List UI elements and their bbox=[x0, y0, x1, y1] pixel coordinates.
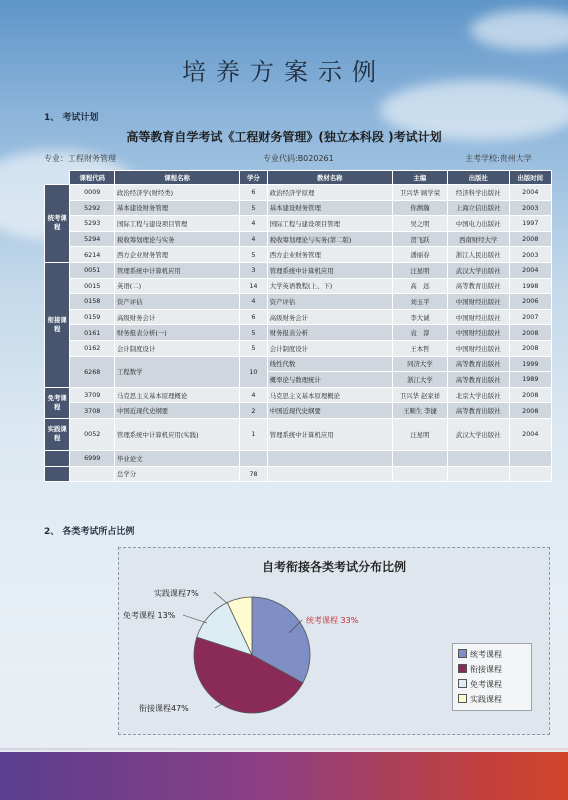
chart-title: 自考衔接各类考试分布比例 bbox=[261, 560, 406, 574]
cell-year: 2004 bbox=[509, 418, 551, 450]
cell-year: 2003 bbox=[509, 247, 551, 263]
plan-title: 高等教育自学考试《工程财务管理》(独立本科段 )考试计划 bbox=[126, 130, 442, 144]
cell-publisher: 中国财经出版社 bbox=[448, 340, 510, 356]
cell-code: 5293 bbox=[70, 216, 115, 232]
cell-code: 5294 bbox=[70, 231, 115, 247]
cell-editor: 贺飞跃 bbox=[392, 231, 447, 247]
cell-textbook: 高级财务会计 bbox=[267, 309, 392, 325]
cell-publisher: 北京大学出版社 bbox=[448, 387, 510, 403]
cell-editor: 王本哲 bbox=[392, 340, 447, 356]
cell-course: 英语(二) bbox=[115, 278, 240, 294]
cell-publisher: 经济科学出版社 bbox=[448, 185, 510, 201]
cell-code: 0051 bbox=[70, 262, 115, 278]
cell-textbook: 基本建设财务管理 bbox=[267, 200, 392, 216]
cell-credit: 5 bbox=[240, 340, 268, 356]
cell-editor: 刘玉平 bbox=[392, 294, 447, 310]
header-publisher: 出版社 bbox=[448, 171, 510, 185]
cell-textbook: 大学英语教程(上、下) bbox=[267, 278, 392, 294]
header-editor: 主编 bbox=[392, 171, 447, 185]
cell-editor: 汪星明 bbox=[392, 418, 447, 450]
cell-course: 税收筹划理论与实务 bbox=[115, 231, 240, 247]
cell-course: 中国近现代史纲要 bbox=[115, 403, 240, 419]
cell-editor: 同济大学 bbox=[392, 356, 447, 372]
cell-code: 0009 bbox=[70, 185, 115, 201]
group-label-tongkao: 统考课程 bbox=[45, 185, 70, 263]
cell-credit: 1 bbox=[240, 418, 268, 450]
table-row bbox=[45, 418, 552, 450]
cell-credit: 3 bbox=[240, 262, 268, 278]
cell-course: 毕业论文 bbox=[115, 450, 240, 466]
cell-editor: 汪星明 bbox=[392, 262, 447, 278]
section-heading-plan: 1、 考试计划 bbox=[44, 113, 99, 123]
table-row bbox=[45, 356, 552, 372]
cell-textbook: 马克思主义基本原理概论 bbox=[267, 387, 392, 403]
cell-editor: 王顺生 李捷 bbox=[392, 403, 447, 419]
cell-year: 2007 bbox=[509, 309, 551, 325]
cell-editor: 卫兴华 顾学荣 bbox=[392, 185, 447, 201]
leader-line bbox=[183, 615, 207, 623]
bottom-decor-band bbox=[0, 748, 568, 800]
cell-year: 1998 bbox=[509, 278, 551, 294]
header-credit: 学分 bbox=[240, 171, 268, 185]
table-row bbox=[45, 403, 552, 419]
cell-editor: 李大诚 bbox=[392, 309, 447, 325]
cell-publisher: 中国财经出版社 bbox=[448, 309, 510, 325]
page-title: 培养方案示例 bbox=[182, 58, 386, 86]
cell-course: 基本建设财务管理 bbox=[115, 200, 240, 216]
cell-credit bbox=[240, 450, 268, 466]
leader-line bbox=[214, 592, 227, 603]
legend-item: 衔接课程 bbox=[458, 664, 502, 675]
cell-code: 0158 bbox=[70, 294, 115, 310]
slice-label-xianjie: 衔接课程47% bbox=[139, 704, 189, 713]
cell-course: 资产评估 bbox=[115, 294, 240, 310]
cell-year: 2008 bbox=[509, 340, 551, 356]
pie-chart-panel bbox=[118, 547, 550, 735]
table-row bbox=[45, 231, 552, 247]
cell-textbook: 会计制度设计 bbox=[267, 340, 392, 356]
cell-year: 1997 bbox=[509, 216, 551, 232]
table-row bbox=[45, 200, 552, 216]
cell-code: 0161 bbox=[70, 325, 115, 341]
cell-textbook: 税收筹划理论与实务(第二版) bbox=[267, 231, 392, 247]
cell-course: 财务报表分析(一) bbox=[115, 325, 240, 341]
table-row bbox=[45, 466, 552, 482]
cell-course: 高级财务会计 bbox=[115, 309, 240, 325]
cell-year: 2008 bbox=[509, 387, 551, 403]
cell-textbook: 西方企业财务管理 bbox=[267, 247, 392, 263]
group-label-xianjie: 衔接课程 bbox=[45, 262, 70, 387]
cell-year: 2008 bbox=[509, 231, 551, 247]
cell-year: 2008 bbox=[509, 403, 551, 419]
exam-plan-table bbox=[44, 170, 552, 482]
slice-label-miankao: 免考课程 13% bbox=[123, 611, 176, 620]
major-code: 专业代码:B020261 bbox=[263, 154, 334, 163]
cell-publisher: 浙江人民出版社 bbox=[448, 247, 510, 263]
cell-publisher: 高等教育出版社 bbox=[448, 278, 510, 294]
cell-year: 2004 bbox=[509, 262, 551, 278]
cell-code: 6214 bbox=[70, 247, 115, 263]
cell-publisher: 西南财经大学 bbox=[448, 231, 510, 247]
cell-course: 工程数学 bbox=[115, 356, 240, 387]
cell-credit: 6 bbox=[240, 309, 268, 325]
cell-publisher: 武汉大学出版社 bbox=[448, 418, 510, 450]
cell-publisher: 中国财经出版社 bbox=[448, 325, 510, 341]
cell-course: 政治经济学(财经类) bbox=[115, 185, 240, 201]
cell-editor: 高 远 bbox=[392, 278, 447, 294]
cell-credit: 4 bbox=[240, 216, 268, 232]
header-year: 出版时间 bbox=[509, 171, 551, 185]
cell-publisher: 高等教育出版社 bbox=[448, 356, 510, 372]
cell-credit: 5 bbox=[240, 200, 268, 216]
legend-item: 实践课程 bbox=[458, 694, 502, 705]
cell-credit: 78 bbox=[240, 466, 268, 482]
cell-code: 3708 bbox=[70, 403, 115, 419]
cell-code: 6268 bbox=[70, 356, 115, 387]
cell-textbook: 国际工程与建设项目管理 bbox=[267, 216, 392, 232]
host-school: 主考学校:贵州大学 bbox=[465, 154, 532, 163]
table-row bbox=[45, 309, 552, 325]
cell-code: 6999 bbox=[70, 450, 115, 466]
cell-credit: 5 bbox=[240, 325, 268, 341]
legend-item: 统考课程 bbox=[458, 649, 502, 660]
slice-label-tongkao: 统考课程 33% bbox=[306, 616, 359, 625]
table-row bbox=[45, 278, 552, 294]
cell-code: 3709 bbox=[70, 387, 115, 403]
table-row bbox=[45, 247, 552, 263]
cell-year: 1999 bbox=[509, 356, 551, 372]
cell-credit: 14 bbox=[240, 278, 268, 294]
cell-code: 0159 bbox=[70, 309, 115, 325]
table-row bbox=[45, 216, 552, 232]
cell-publisher: 上海立信出版社 bbox=[448, 200, 510, 216]
cell-editor: 袁 淳 bbox=[392, 325, 447, 341]
cell-course: 马克思主义基本原理概论 bbox=[115, 387, 240, 403]
cell-publisher: 中国财经出版社 bbox=[448, 294, 510, 310]
cell-code: 0015 bbox=[70, 278, 115, 294]
cell-editor: 吴之明 bbox=[392, 216, 447, 232]
cell-course: 管理系统中计算机应用 bbox=[115, 262, 240, 278]
header-code: 课程代码 bbox=[70, 171, 115, 185]
cell-credit: 5 bbox=[240, 247, 268, 263]
cell-textbook: 管理系统中计算机应用 bbox=[267, 418, 392, 450]
cell-credit: 10 bbox=[240, 356, 268, 387]
table-row bbox=[45, 450, 552, 466]
cell-course: 管理系统中计算机应用(实践) bbox=[115, 418, 240, 450]
header-course: 课程名称 bbox=[115, 171, 240, 185]
cell-textbook: 管理系统中计算机应用 bbox=[267, 262, 392, 278]
cell-publisher: 高等教育出版社 bbox=[448, 372, 510, 388]
cell-year: 2006 bbox=[509, 294, 551, 310]
section-heading-ratio: 2、 各类考试所占比例 bbox=[44, 527, 135, 537]
cell-publisher: 武汉大学出版社 bbox=[448, 262, 510, 278]
cell-textbook: 中国近现代史纲要 bbox=[267, 403, 392, 419]
cell-textbook: 资产评估 bbox=[267, 294, 392, 310]
cell-course: 国际工程与建设项目管理 bbox=[115, 216, 240, 232]
cell-credit: 2 bbox=[240, 403, 268, 419]
cell-year: 2004 bbox=[509, 185, 551, 201]
group-label-shijian: 实践课程 bbox=[45, 418, 70, 450]
table-row bbox=[45, 294, 552, 310]
header-textbook: 教材名称 bbox=[267, 171, 392, 185]
cell-textbook: 政治经济学原理 bbox=[267, 185, 392, 201]
cell-year: 1989 bbox=[509, 372, 551, 388]
legend-item: 免考课程 bbox=[458, 679, 502, 690]
cell-credit: 4 bbox=[240, 231, 268, 247]
cell-editor: 你测瀚 bbox=[392, 200, 447, 216]
slice-label-shijian: 实践课程7% bbox=[154, 589, 199, 598]
cell-credit: 4 bbox=[240, 294, 268, 310]
cell-textbook: 线性代数 bbox=[267, 356, 392, 372]
cell-publisher: 高等教育出版社 bbox=[448, 403, 510, 419]
cell-editor: 潘丽春 bbox=[392, 247, 447, 263]
table-row bbox=[45, 387, 552, 403]
cell-publisher: 中国电力出版社 bbox=[448, 216, 510, 232]
cell-editor: 浙江大学 bbox=[392, 372, 447, 388]
cell-textbook: 财务报表分析 bbox=[267, 325, 392, 341]
table-row bbox=[45, 325, 552, 341]
table-row bbox=[45, 340, 552, 356]
cell-course: 总学分 bbox=[115, 466, 240, 482]
cell-course: 会计制度设计 bbox=[115, 340, 240, 356]
cell-credit: 6 bbox=[240, 185, 268, 201]
cell-course: 西方企业财务管理 bbox=[115, 247, 240, 263]
table-header-row bbox=[45, 171, 552, 185]
cell-editor: 卫兴华 赵家祥 bbox=[392, 387, 447, 403]
cell-code: 0052 bbox=[70, 418, 115, 450]
table-row bbox=[45, 185, 552, 201]
group-label-miankao: 免考课程 bbox=[45, 387, 70, 418]
cell-year: 2003 bbox=[509, 200, 551, 216]
major-label: 专业：工程财务管理 bbox=[44, 154, 116, 163]
cell-year: 2008 bbox=[509, 325, 551, 341]
cell-code: 5292 bbox=[70, 200, 115, 216]
cell-code: 0162 bbox=[70, 340, 115, 356]
cell-textbook: 概率论与数理统计 bbox=[267, 372, 392, 388]
table-row bbox=[45, 262, 552, 278]
cell-code bbox=[70, 466, 115, 482]
cell-credit: 4 bbox=[240, 387, 268, 403]
chart-legend bbox=[452, 643, 532, 711]
